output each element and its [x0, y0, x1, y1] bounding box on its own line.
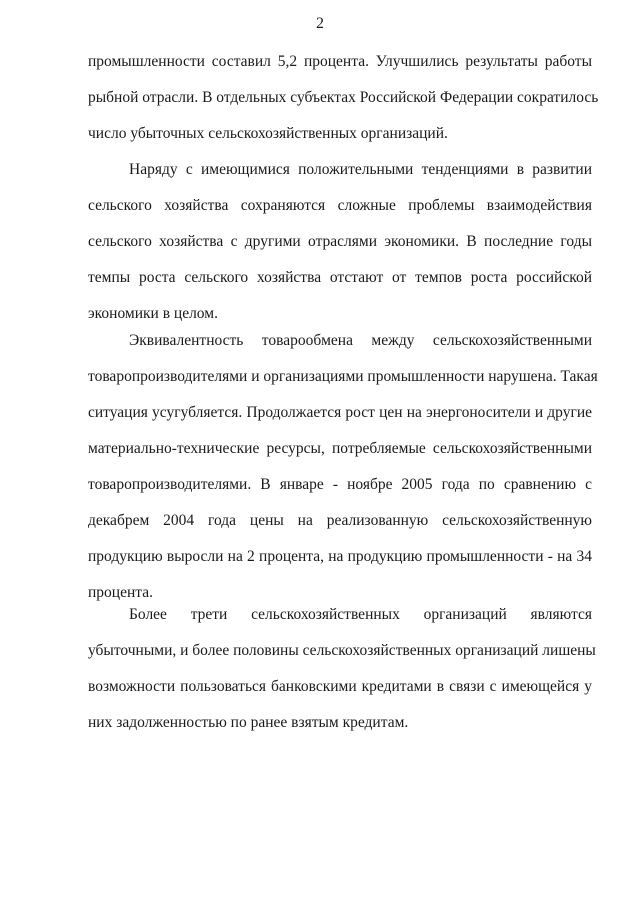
- paragraph-line: них задолженностью по ранее взятым кредитам.: [88, 714, 409, 731]
- paragraph-line: товаропроизводителями. В январе - ноябре 2005 года по сравнению с: [88, 476, 592, 493]
- paragraph-3: [88, 323, 598, 611]
- paragraph-line: сельского хозяйства с другими отраслями экономики. В последние годы: [88, 233, 592, 250]
- paragraph-line: Более трети сельскохозяйственных организаций являются: [129, 606, 592, 623]
- paragraph-4: [88, 597, 596, 741]
- paragraph-line: экономики в целом.: [88, 305, 218, 322]
- paragraph-line: ситуация усугубляется. Продолжается рост цен на энергоносители и другие: [88, 404, 592, 421]
- paragraph-line: сельского хозяйства сохраняются сложные проблемы взаимодействия: [88, 197, 592, 214]
- page-number: 2: [316, 15, 324, 32]
- paragraph-line: темпы роста сельского хозяйства отстают от темпов роста российской: [88, 269, 592, 286]
- paragraph-line: Эквивалентность товарообмена между сельскохозяйственными: [129, 332, 592, 349]
- paragraph-line: число убыточных сельскохозяйственных организаций.: [88, 125, 448, 142]
- paragraph-line: материально-технические ресурсы, потребляемые сельскохозяйственными: [88, 440, 592, 457]
- paragraph-line: промышленности составил 5,2 процента. Улучшились результаты работы: [88, 53, 592, 70]
- paragraph-line: убыточными, и более половины сельскохозяйственных организаций лишены: [88, 642, 596, 659]
- paragraph-line: декабрем 2004 года цены на реализованную сельскохозяйственную: [88, 512, 592, 529]
- paragraph-line: продукцию выросли на 2 процента, на продукцию промышленности - на 34: [88, 548, 592, 565]
- paragraph-line: процента.: [88, 584, 153, 601]
- paragraph-line: возможности пользоваться банковскими кредитами в связи с имеющейся у: [88, 678, 592, 695]
- paragraph-line: рыбной отрасли. В отдельных субъектах Российской Федерации сократилось: [88, 89, 599, 106]
- paragraph-1: [88, 44, 599, 152]
- paragraph-line: товаропроизводителями и организациями промышленности нарушена. Такая: [88, 368, 598, 385]
- paragraph-line: Наряду с имеющимися положительными тенденциями в развитии: [129, 161, 592, 178]
- paragraph-2: [88, 152, 592, 332]
